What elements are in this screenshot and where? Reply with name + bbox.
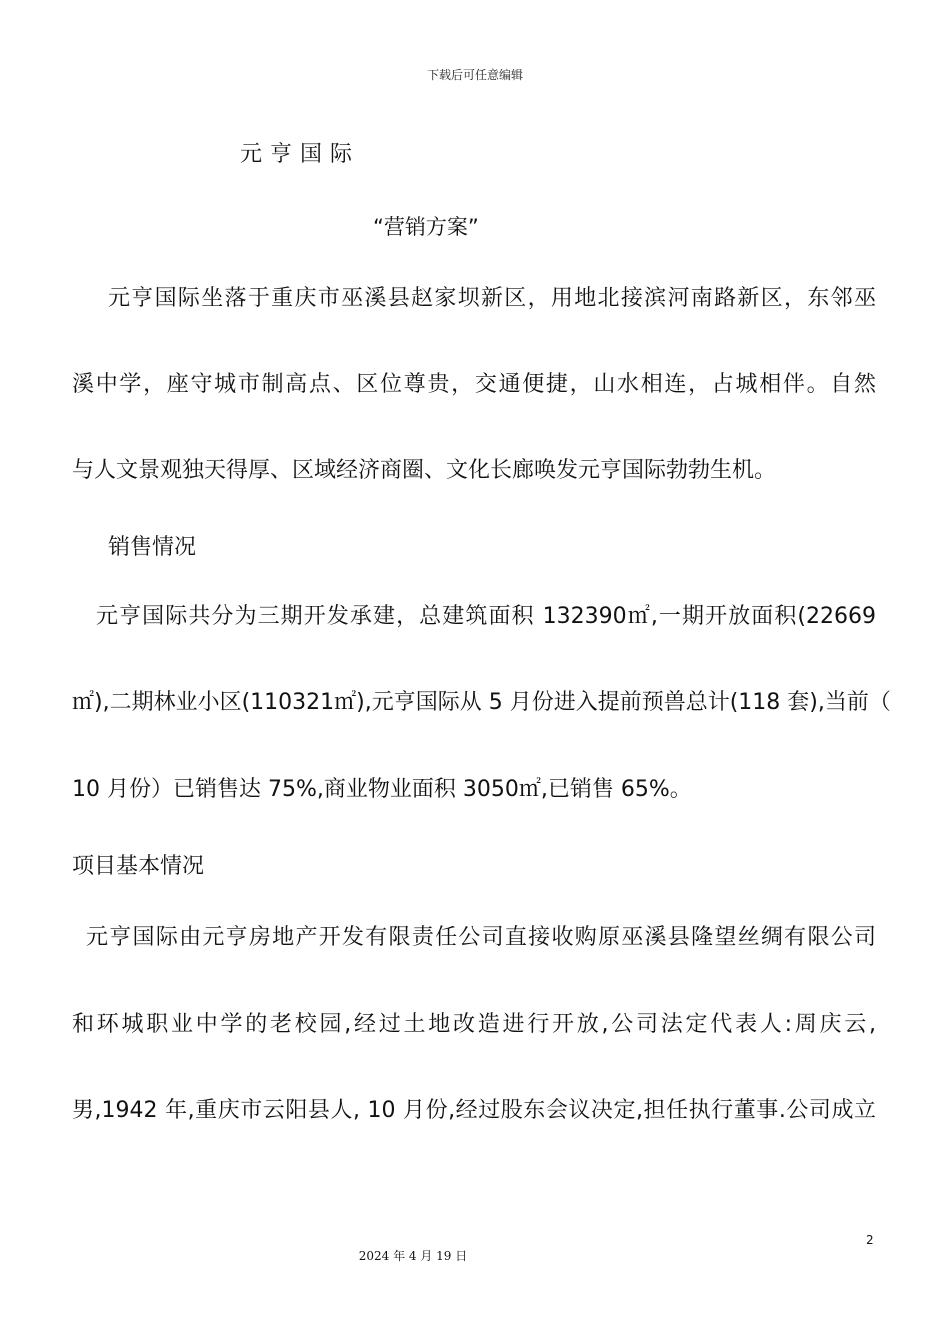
page-number: 2 xyxy=(866,1233,874,1247)
intro-line-1: 元亨国际坐落于重庆市巫溪县赵家坝新区，用地北接滨河南路新区，东邻巫 xyxy=(108,286,876,311)
document-title: 元亨国际 xyxy=(240,142,361,167)
sales-heading: 销售情况 xyxy=(108,535,197,560)
project-line-2: 和环城职业中学的老校园,经过土地改造进行开放,公司法定代表人:周庆云, xyxy=(72,1012,876,1037)
header-note: 下载后可任意编辑 xyxy=(426,68,523,82)
intro-line-2: 溪中学，座守城市制高点、区位尊贵，交通便捷，山水相连，占城相伴。自然 xyxy=(72,372,876,397)
footer-date: 2024 年 4 月 19 日 xyxy=(358,1249,468,1263)
project-heading: 项目基本情况 xyxy=(72,854,205,879)
sales-line-1: 元亨国际共分为三期开发承建，总建筑面积 132390㎡,一期开放面积(22669 xyxy=(96,604,876,629)
project-line-1: 元亨国际由元亨房地产开发有限责任公司直接收购原巫溪县隆望丝绸有限公司 xyxy=(86,925,876,950)
document-subtitle: “营销方案” xyxy=(373,215,479,239)
project-line-3: 男,1942 年,重庆市云阳县人, 10 月份,经过股东会议决定,担任执行董事.公司成立 xyxy=(72,1098,876,1123)
sales-line-2: ㎡),二期林业小区(110321㎡),元亨国际从 5 月份进入提前预兽总计(118 套),当前（ xyxy=(72,690,891,715)
sales-line-3: 10 月份）已销售达 75%,商业物业面积 3050㎡,已销售 65%。 xyxy=(72,777,692,802)
intro-line-3: 与人文景观独天得厚、区域经济商圈、文化长廊唤发元亨国际勃勃生机。 xyxy=(72,458,777,483)
